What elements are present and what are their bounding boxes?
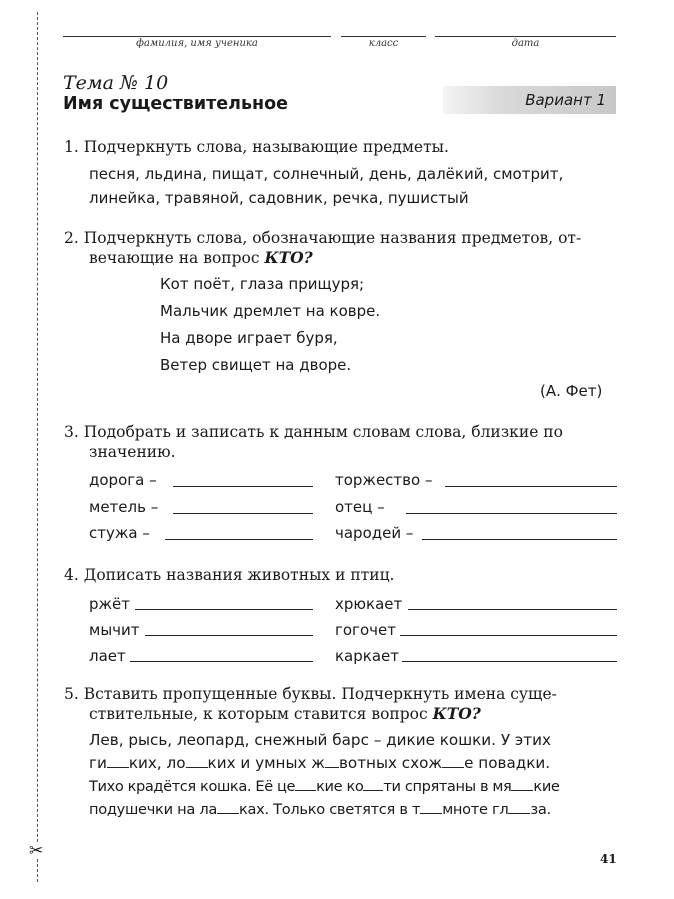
story-text: ти спрятаны в мя [383, 778, 512, 795]
story-text: подушечки на ла [89, 801, 217, 818]
answer-line [406, 513, 617, 514]
story-text: за. [530, 801, 551, 818]
story-line-2 [89, 752, 629, 776]
poem-author: (А. Фет) [540, 382, 603, 400]
story-text: кие [533, 778, 560, 795]
task2-question-prefix: вечающие на вопрос [89, 249, 265, 267]
sound-word: мычит [89, 621, 140, 639]
task2-title-line2 [89, 248, 313, 268]
name-caption: фамилия, имя ученика [136, 38, 258, 49]
task2-kto: КТО? [264, 248, 313, 267]
answer-line [173, 486, 313, 487]
story-text: ких, ло [128, 754, 186, 772]
task4-title: 4. Дописать названия животных и птиц. [64, 566, 395, 584]
sound-word: лает [89, 647, 126, 665]
task5-question-prefix: ствительные, к которым ставится вопрос [89, 705, 433, 723]
synonym-word: дорога – [89, 471, 157, 489]
name-line [63, 36, 331, 37]
story-line-4 [89, 798, 629, 822]
class-line [341, 36, 426, 37]
answer-line [145, 635, 313, 636]
scissors-icon: ✂ [29, 841, 44, 860]
letter-blank [186, 754, 208, 768]
story-text: е повадки. [464, 754, 551, 772]
synonym-word: стужа – [89, 524, 150, 542]
story-text: вотных схож [338, 754, 443, 772]
page-number: 41 [600, 852, 617, 866]
task1-line2: линейка, травяной, садовник, речка, пушистый [89, 189, 469, 207]
poem-line: Ветер свищет на дворе. [160, 356, 352, 374]
task1-line1: песня, льдина, пищат, солнечный, день, далёкий, смотрит, [89, 165, 564, 183]
story-text: ги [89, 754, 107, 772]
date-line [435, 36, 616, 37]
letter-blank [363, 777, 383, 791]
answer-line [135, 609, 313, 610]
class-caption: класс [368, 38, 399, 49]
answer-line [165, 539, 313, 540]
task3-title-line1: 3. Подобрать и записать к данным словам слова, близкие по [64, 423, 563, 441]
sound-word: ржёт [89, 595, 131, 613]
story-text: ках. Только светятся в т [238, 801, 421, 818]
sound-word: гогочет [335, 621, 396, 639]
variant-badge: Вариант 1 [443, 86, 616, 114]
letter-blank [217, 800, 239, 814]
story-text: Тихо крадётся кошка. Её це [89, 778, 296, 795]
poem-line: На дворе играет буря, [160, 329, 338, 347]
story-text: кие ко [316, 778, 364, 795]
poem-line: Мальчик дремлет на ковре. [160, 302, 381, 320]
answer-line [173, 513, 313, 514]
answer-line [422, 539, 617, 540]
story-text: ких и умных ж [207, 754, 325, 772]
sound-word: хрюкает [335, 595, 403, 613]
story-text: мноте гл [442, 801, 509, 818]
synonym-word: торжество – [335, 471, 433, 489]
story-line-3 [89, 775, 629, 799]
letter-blank [511, 777, 533, 791]
topic-title: Тема № 10 [63, 72, 169, 94]
subject-title: Имя существительное [63, 94, 289, 114]
letter-blank [107, 754, 129, 768]
synonym-word: метель – [89, 498, 159, 516]
task5-title-line2 [89, 704, 481, 724]
letter-blank [420, 800, 442, 814]
answer-line [130, 661, 313, 662]
letter-blank [295, 777, 316, 791]
synonym-word: отец – [335, 498, 385, 516]
task3-title-line2: значению. [89, 443, 176, 461]
sound-word: каркает [335, 647, 399, 665]
answer-line [408, 609, 617, 610]
answer-line [445, 486, 617, 487]
task1-title: 1. Подчеркнуть слова, называющие предметы. [64, 138, 449, 156]
answer-line [402, 661, 617, 662]
date-caption: дата [511, 38, 540, 49]
answer-line [400, 635, 617, 636]
letter-blank [325, 754, 339, 768]
task5-title-line1: 5. Вставить пропущенные буквы. Подчеркнуть имена суще- [64, 685, 557, 703]
synonym-word: чародей – [335, 524, 414, 542]
task5-kto: КТО? [432, 704, 481, 723]
letter-blank [442, 754, 464, 768]
task2-title-line1: 2. Подчеркнуть слова, обозначающие названия предметов, от- [64, 229, 582, 247]
story-line-1: Лев, рысь, леопард, снежный барс – дикие кошки. У этих [89, 731, 551, 749]
cut-line [37, 12, 38, 882]
poem-line: Кот поёт, глаза прищуря; [160, 275, 365, 293]
letter-blank [508, 800, 530, 814]
